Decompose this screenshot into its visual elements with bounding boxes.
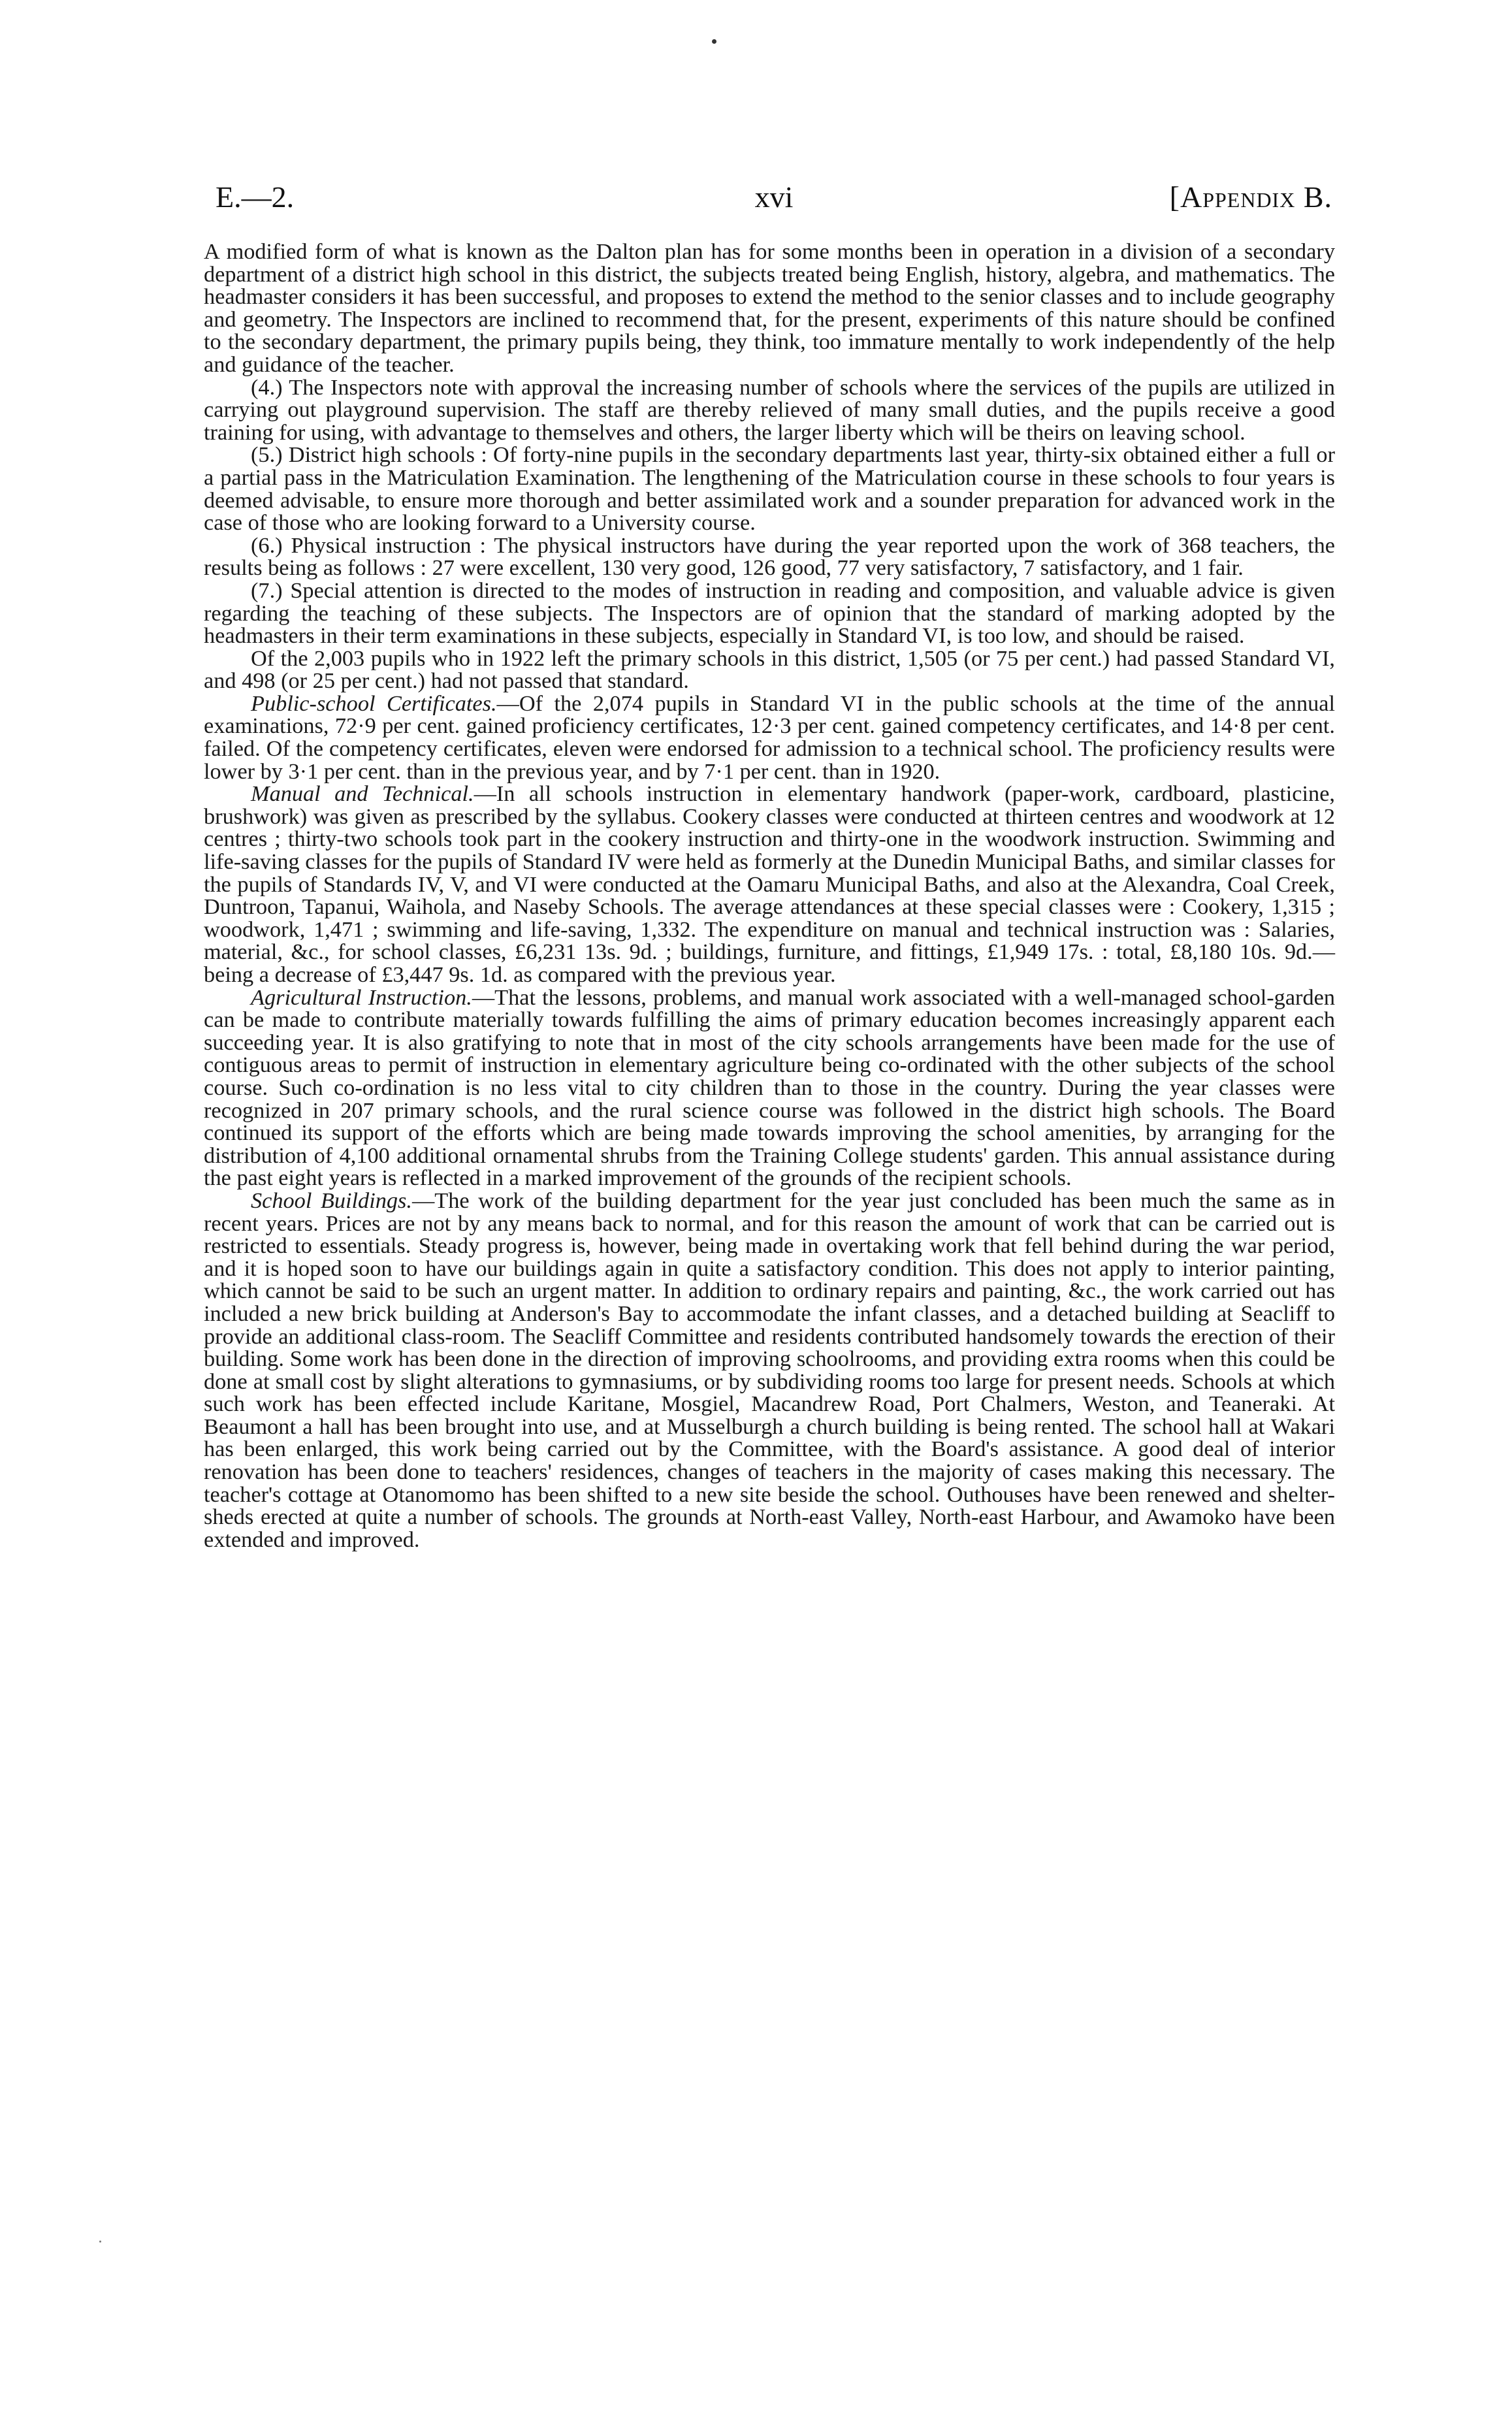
paragraph-heading: Agricultural Instruction.: [251, 984, 472, 1010]
print-mark-dot: [712, 39, 716, 44]
appendix-label: [1170, 178, 1332, 217]
paragraph-text: —In all schools instruction in elementary handwork (paper-work, cardboard, plasticine, brushwork) was given as prescribed by the syllabus. Cookery classes were conducted at thirteen centres and woodwork at 12 centres ; thirty-two schools took part in the cookery instruction and thirty-one in the woodwork instruction. Swimming and life-saving classes for the pupils of Standard IV were held as formerly at the Dunedin Municipal Baths, and similar classes for the pupils of Standards IV, V, and VI were conducted at the Oamaru Municipal Baths, and also at the Alexandra, Coal Creek, Duntroon, Tapanui, Waihola, and Naseby Schools. The average attendances at these special classes were : Cookery, 1,315 ; woodwork, 1,471 ; swimming and life-saving, 1,332. The expenditure on manual and technical instruction was : Salaries, material, &c., for school classes, £6,231 13s. 9d. ; buildings, furniture, and fittings, £1,949 17s. : total, £8,180 10s. 9d.—being a decrease of £3,447 9s. 1d. as compared with the previous year.: [204, 781, 1335, 987]
paragraph-reading-composition: [204, 579, 1335, 647]
paragraph-pupils-leaving: [204, 647, 1335, 692]
paragraph-text: —The work of the building department for the year just concluded has been much the same as in recent years. Prices are not by any means back to normal, and for this reason the amount of work that can be carried out is restricted to essentials. Steady progress is, however, being made in overtaking work that fell behind during the war period, and it is hoped soon to have our buildings again in quite a satisfactory condition. This does not apply to interior painting, which cannot be said to be such an urgent matter. In addition to ordinary repairs and painting, &c., the work carried out has included a new brick building at Anderson's Bay to accommodate the infant classes, and a detached building at Seacliff to provide an additional class-room. The Seacliff Committee and residents contributed handsomely towards the erection of their building. Some work has been done in the direction of improving schoolrooms, and providing extra rooms when this could be done at small cost by slight alterations to gymnasiums, or by subdividing rooms too large for present needs. Schools at which such work has been effected include Karitane, Mosgiel, Macandrew Road, Port Chalmers, Weston, and Teaneraki. At Beaumont a hall has been brought into use, and at Musselburgh a church building is being rented. The school hall at Wakari has been enlarged, this work being carried out by the Committee, with the Board's assistance. A good deal of interior renovation has been done to teachers' residences, changes of teachers in the majority of cases making this necessary. The teacher's cottage at Otanomomo has been shifted to a new site beside the school. Outhouses have been renewed and shelter-sheds erected at quite a number of schools. The grounds at North-east Valley, North-east Harbour, and Awamoko have been extended and improved.: [204, 1188, 1335, 1552]
paragraph-school-buildings: [204, 1190, 1335, 1551]
paragraph-text: —That the lessons, problems, and manual work associated with a well-managed school-garden can be made to contribute materially towards fulfilling the aims of primary education becomes increasingly apparent each succeeding year. It is also gratifying to note that in most of the city schools arrangements have been made for the use of contiguous areas to permit of instruction in elementary agriculture being co-ordinated with the other subjects of the school course. Such co-ordination is no less vital to city children than to those in the country. During the year classes were recognized in 207 primary schools, and the rural science course was followed in the district high schools. The Board continued its support of the efforts which are being made towards improving the school amenities, by arranging for the distribution of 4,100 additional ornamental shrubs from the Training College students' garden. This annual assistance during the past eight years is reflected in a marked improvement of the grounds of the recipient schools.: [204, 984, 1335, 1191]
body-text: [204, 240, 1335, 1551]
paragraph-agricultural-instruction: [204, 986, 1335, 1190]
paragraph-physical-instruction: [204, 534, 1335, 579]
appendix-label-text: Appendix B.: [1180, 180, 1332, 214]
paragraph-text: —Of the 2,074 pupils in Standard VI in the public schools at the time of the annual examinations, 72·9 per cent. gained proficiency certificates, 12·3 per cent. gained competency certificates, and 14·8 per cent. failed. Of the competency certificates, eleven were endorsed for admission to a technical school. The proficiency results were lower by 3·1 per cent. than in the previous year, and by 7·1 per cent. than in 1920.: [204, 690, 1335, 784]
paragraph-public-school-certificates: [204, 692, 1335, 783]
paragraph-playground-supervision: [204, 376, 1335, 444]
page-header: [216, 178, 1332, 217]
paragraph-text: A modified form of what is known as the Dalton plan has for some months been in operation in a division of a secondary department of a district high school in this district, the subjects treated being English, history, algebra, and mathematics. The headmaster considers it has been successful, and proposes to extend the method to the senior classes and to include geography and geometry. The Inspectors are inclined to recommend that, for the present, experiments of this nature should be confined to the secondary department, the primary pupils being, they think, too immature mentally to work independently of the help and guidance of the teacher.: [204, 239, 1335, 377]
paragraph-text: Of the 2,003 pupils who in 1922 left the primary schools in this district, 1,505 (or 75 per cent.) had passed Standard VI, and 498 (or 25 per cent.) had not passed that standard.: [204, 645, 1335, 694]
paragraph-heading: School Buildings.: [251, 1188, 412, 1213]
paragraph-text: (5.) District high schools : Of forty-nine pupils in the secondary departments last year, thirty-six obtained either a full or a partial pass in the Matriculation Examination. The lengthening of the Matriculation course in these schools to four years is deemed advisable, to ensure more thorough and better assimilated work and a sounder preparation for advanced work in the case of those who are looking forward to a University course.: [204, 442, 1335, 536]
margin-speck: [99, 2241, 101, 2243]
paragraph-manual-technical: [204, 783, 1335, 986]
paragraph-text: (4.) The Inspectors note with approval the increasing number of schools where the services of the pupils are utilized in carrying out playground supervision. The staff are thereby relieved of many small duties, and the pupils receive a good training for using, with advantage to themselves and others, the larger liberty which will be theirs on leaving school.: [204, 374, 1335, 445]
appendix-bracket: [: [1169, 180, 1180, 214]
paragraph-text: (7.) Special attention is directed to the modes of instruction in reading and composition, and valuable advice is given regarding the teaching of these subjects. The Inspectors are of opinion that the standard of marking adopted by the headmasters in their term examinations in these subjects, especially in Standard VI, is too low, and should be raised.: [204, 577, 1335, 649]
paragraph-heading: Public-school Certificates.: [251, 690, 497, 716]
paragraph-heading: Manual and Technical.: [251, 781, 474, 807]
document-reference: E.—2.: [216, 180, 295, 214]
paragraph-district-high-schools: [204, 444, 1335, 534]
paragraph-dalton-plan: [204, 240, 1335, 376]
page-number: xvi: [754, 180, 794, 214]
paragraph-text: (6.) Physical instruction : The physical instructors have during the year reported upon the work of 368 teachers, the results being as follows : 27 were excellent, 130 very good, 126 good, 77 very satisfactory, 7 satisfactory, and 1 fair.: [204, 532, 1335, 581]
